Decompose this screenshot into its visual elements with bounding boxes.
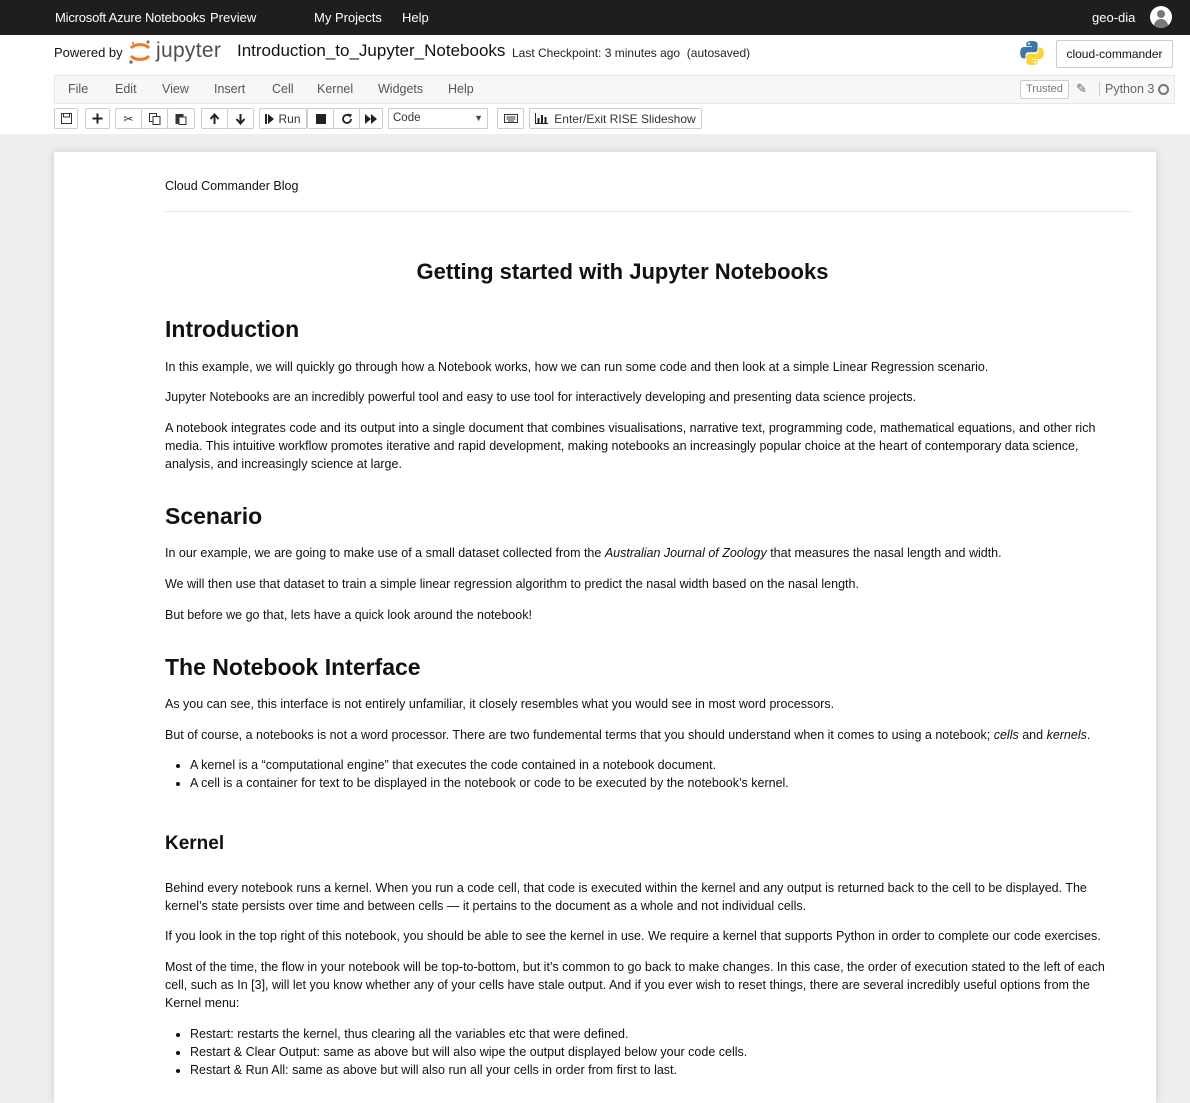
powered-by-label: Powered by: [54, 45, 123, 60]
kernel-name[interactable]: Python 3: [1099, 82, 1154, 96]
trusted-badge[interactable]: Trusted: [1020, 80, 1069, 99]
arrow-up-icon: [209, 113, 220, 125]
jupyter-wordmark[interactable]: jupyter: [156, 39, 222, 62]
keyboard-icon: [504, 114, 518, 123]
notebook-header: [0, 35, 1190, 134]
azure-top-bar: [0, 0, 1190, 35]
move-up-button[interactable]: [201, 108, 228, 129]
kernel-status-icon: [1158, 84, 1169, 95]
menu-edit[interactable]: Edit: [115, 82, 137, 96]
heading-notebook-interface: The Notebook Interface: [165, 654, 421, 680]
kernel-paragraph-1: Behind every notebook runs a kernel. When you run a code cell, that code is executed within the kernel and any output is returned back to the cell to be displayed. The kernel’s state persists over time and between cells — it pertains to the document as a whole and not individual cells.: [165, 881, 1087, 913]
avatar-icon[interactable]: [1150, 6, 1172, 28]
paste-button[interactable]: [167, 108, 195, 129]
interface-paragraph-2: But of course, a notebooks is not a word processor. There are two fundemental terms that you should understand when it comes to using a notebook; cells and kernels.: [165, 728, 1091, 742]
menu-insert[interactable]: Insert: [214, 82, 246, 96]
account-button[interactable]: cloud-commander: [1056, 40, 1173, 68]
scissors-icon: ✂: [123, 111, 134, 126]
intro-paragraph-2: Jupyter Notebooks are an incredibly powerful tool and easy to use tool for interactively developing and presenting data science projects.: [165, 390, 917, 404]
plus-icon: [92, 113, 103, 124]
cell-type-select[interactable]: [388, 108, 488, 129]
list-item: • Restart & Clear Output: same as above but will also wipe the output displayed below your code cells.: [190, 1043, 1120, 1061]
list-item: • A kernel is a “computational engine” that executes the code contained in a notebook document.: [190, 756, 1120, 774]
kernel-paragraph-2: If you look in the top right of this notebook, you should be able to see the kernel in use. We require a kernel that supports Python in order to complete our code exercises.: [165, 929, 1101, 943]
user-name[interactable]: geo-dia: [1092, 10, 1136, 25]
help-link[interactable]: Help: [402, 10, 429, 25]
chevron-down-icon: ▼: [474, 113, 483, 123]
interface-paragraph-1: As you can see, this interface is not entirely unfamiliar, it closely resembles what you would see in most word processors.: [165, 697, 835, 711]
save-button[interactable]: [54, 108, 78, 129]
scenario-paragraph-2: We will then use that dataset to train a simple linear regression algorithm to predict the nasal width based on the nasal length.: [165, 577, 859, 591]
run-button[interactable]: [259, 108, 307, 129]
interrupt-button[interactable]: [307, 108, 334, 129]
fast-forward-icon: [365, 114, 377, 124]
divider: [165, 211, 1131, 212]
insert-cell-button[interactable]: [85, 108, 110, 129]
menu-file[interactable]: File: [68, 82, 89, 96]
jupyter-logo-icon: [127, 39, 153, 65]
command-palette-button[interactable]: [497, 108, 524, 129]
python-logo-icon: [1019, 40, 1045, 66]
my-projects-link[interactable]: My Projects: [314, 10, 382, 25]
heading-kernel: Kernel: [165, 833, 225, 854]
azure-brand[interactable]: Microsoft Azure Notebooks: [55, 10, 206, 25]
rise-slideshow-button[interactable]: [529, 108, 702, 129]
scenario-paragraph-3: But before we go that, lets have a quick look around the notebook!: [165, 608, 532, 622]
menu-kernel[interactable]: Kernel: [317, 82, 354, 96]
checkpoint-status: Last Checkpoint: 3 minutes ago (autosaved): [512, 46, 751, 60]
cut-button[interactable]: [115, 108, 142, 129]
menu-help[interactable]: Help: [448, 82, 474, 96]
run-label: Run: [278, 111, 301, 126]
copy-icon: [149, 113, 161, 125]
restart-run-all-button[interactable]: [359, 108, 383, 129]
menu-cell[interactable]: Cell: [272, 82, 294, 96]
kernel-bullet-list: [190, 1025, 1120, 1079]
menu-bar: [54, 75, 1175, 104]
cell-type-value: Code: [393, 112, 421, 124]
heading-introduction: Introduction: [165, 316, 300, 342]
scenario-paragraph-1: In our example, we are going to make use of a small dataset collected from the Australian Journal of Zoology that measures the nasal length and width.: [165, 546, 1002, 560]
notebook-page: [54, 152, 1156, 1103]
menu-widgets[interactable]: Widgets: [378, 82, 424, 96]
intro-paragraph-1: In this example, we will quickly go through how a Notebook works, how we can run some code and then look at a simple Linear Regression scenario.: [165, 360, 989, 374]
blog-title: Cloud Commander Blog: [165, 179, 299, 193]
stop-icon: [316, 114, 326, 124]
pencil-icon[interactable]: ✎: [1076, 81, 1087, 96]
toolbar: [0, 107, 1190, 131]
arrow-down-icon: [235, 113, 246, 125]
kernel-paragraph-3: Most of the time, the flow in your notebook will be top-to-bottom, but it’s common to go back to make changes. In this case, the order of execution stated to the left of each cell, such as In [3], will let you know whether any of your cells have stale output. And if you ever wish to reset things, there are several incredibly useful options from the Kernel menu:: [165, 960, 1105, 1010]
list-item: • Restart & Run All: same as above but will also run all your cells in order from first to last.: [190, 1061, 1120, 1079]
list-item: • Restart: restarts the kernel, thus clearing all the variables etc that were defined.: [190, 1025, 1120, 1043]
paste-icon: [175, 113, 187, 125]
restart-button[interactable]: [333, 108, 360, 129]
notebook-name[interactable]: Introduction_to_Jupyter_Notebooks: [237, 41, 506, 60]
interface-bullet-list: [190, 756, 1120, 792]
copy-button[interactable]: [141, 108, 168, 129]
bar-chart-icon: [535, 113, 548, 124]
save-icon: [61, 113, 72, 124]
notebook-title: Getting started with Jupyter Notebooks: [416, 259, 829, 284]
rise-label: Enter/Exit RISE Slideshow: [554, 111, 696, 126]
heading-scenario: Scenario: [165, 503, 263, 529]
menu-view[interactable]: View: [162, 82, 189, 96]
preview-label: Preview: [210, 10, 257, 25]
move-down-button[interactable]: [227, 108, 254, 129]
restart-icon: [341, 113, 353, 125]
step-forward-icon: [265, 114, 274, 124]
list-item: • A cell is a container for text to be displayed in the notebook or code to be executed by the notebook’s kernel.: [190, 774, 1120, 792]
intro-paragraph-3: A notebook integrates code and its output into a single document that combines visualisations, narrative text, programming code, mathematical equations, and other rich media. This intuitive workflow promotes iterative and rapid development, making notebooks an increasingly popular choice at the heart of contemporary data science, analysis, and increasingly science at large.: [165, 421, 1096, 471]
